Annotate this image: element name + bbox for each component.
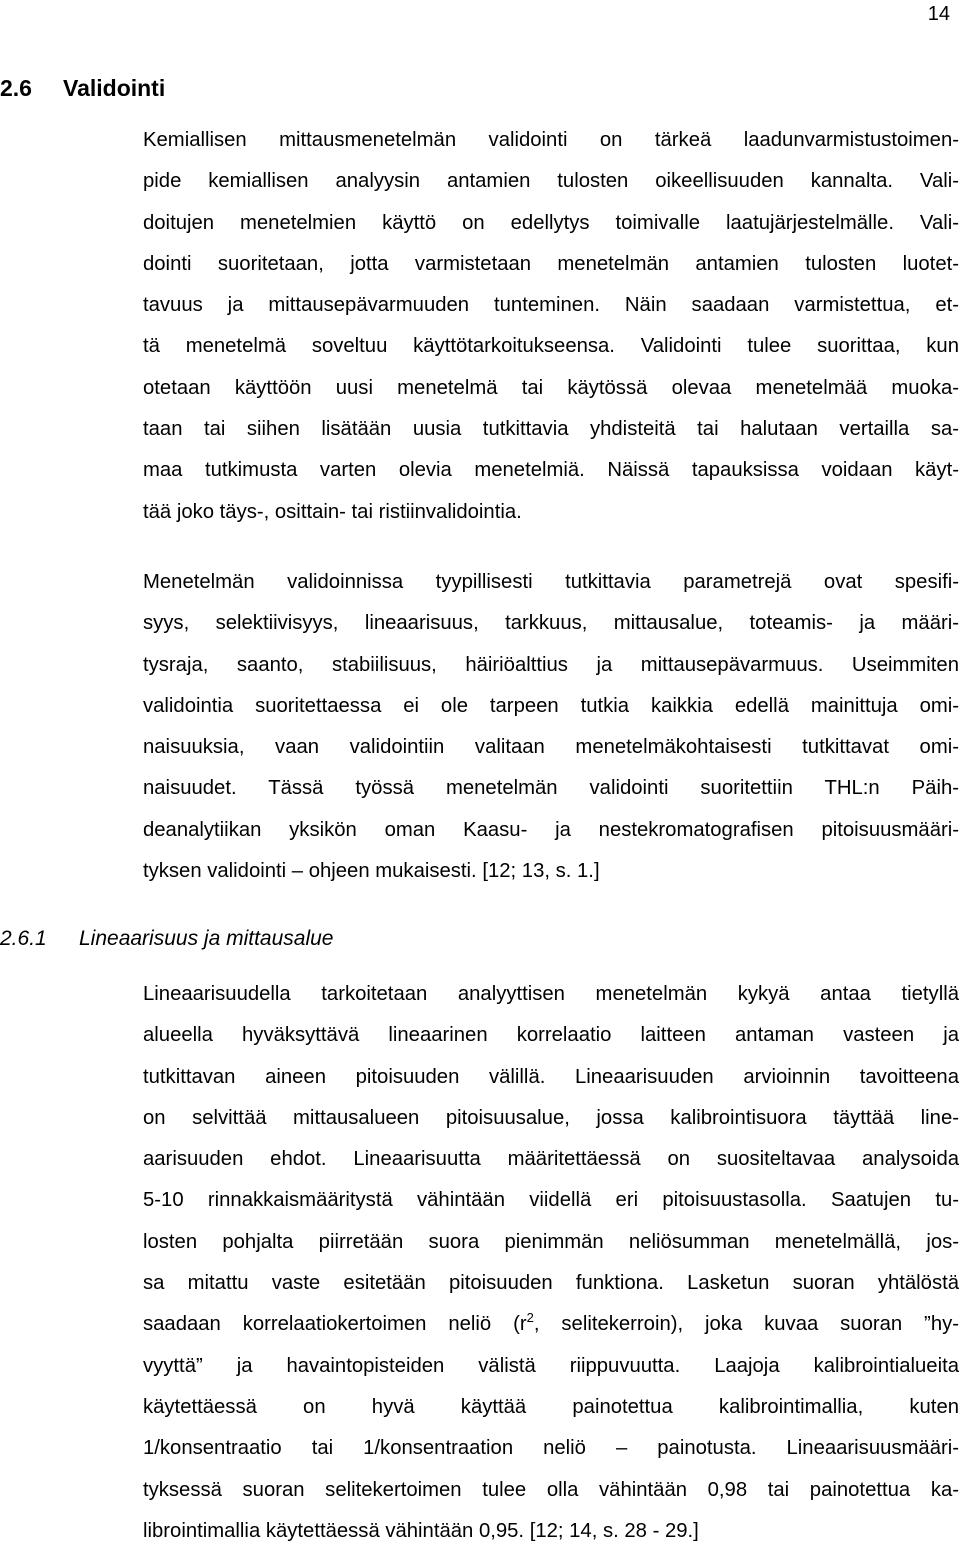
- text-line: deanalytiikan yksikön oman Kaasu- ja nestekromatografisen pitoisuusmääri-: [143, 818, 959, 841]
- text-line: tä menetelmä soveltuu käyttötarkoitukseensa. Validointi tulee suorittaa, kun: [143, 335, 959, 358]
- text-line: naisuuksia, vaan validointiin valitaan menetelmäkohtaisesti tutkittavat omi-: [143, 736, 959, 759]
- subsection-title: Lineaarisuus ja mittausalue: [79, 927, 334, 950]
- text-line: Menetelmän validoinnissa tyypillisesti tutkittavia parametrejä ovat spesifi-: [143, 571, 959, 593]
- text-line: tysraja, saanto, stabiilisuus, häiriöalttius ja mittausepävarmuus. Useimmiten: [143, 653, 959, 676]
- text-line: Lineaarisuudella tarkoitetaan analyyttisen menetelmän kykyä antaa tietyllä: [143, 983, 959, 1005]
- paragraph-validation-intro: [143, 120, 959, 533]
- text-line: taan tai siihen lisätään uusia tutkittavia yhdisteitä tai halutaan vertailla sa-: [143, 418, 959, 441]
- text-line: losten pohjalta piirretään suora pienimmän neliösumman menetelmällä, jos-: [143, 1230, 959, 1253]
- text-line: alueella hyväksyttävä lineaarinen korrelaatio laitteen antaman vasteen ja: [143, 1024, 959, 1047]
- text-line: vyyttä” ja havaintopisteiden välistä riippuvuutta. Laajoja kalibrointialueita: [143, 1354, 959, 1377]
- text-line: on selvittää mittausalueen pitoisuusalue, jossa kalibrointisuora täyttää line-: [143, 1106, 959, 1129]
- text-line: tää joko täys-, osittain- tai ristiinvalidointia.: [143, 500, 522, 523]
- line-text-before-superscript: saadaan korrelaatiokertoimen neliö (r: [143, 1313, 527, 1336]
- text-line: Kemiallisen mittausmenetelmän validointi on tärkeä laadunvarmistustoimen-: [143, 129, 959, 151]
- text-line: validointia suoritettaessa ei ole tarpeen tutkia kaikkia edellä mainittuja omi-: [143, 694, 959, 717]
- subsection-heading: [0, 926, 333, 952]
- section-number: 2.6: [0, 75, 32, 101]
- section-heading: [0, 74, 165, 102]
- text-line: otetaan käyttöön uusi menetelmä tai käytössä olevaa menetelmää muoka-: [143, 376, 959, 399]
- subsection-number: 2.6.1: [0, 927, 47, 950]
- text-line: aarisuuden ehdot. Lineaarisuutta määritettäessä on suositeltavaa analysoida: [143, 1148, 959, 1171]
- text-line: tutkittavan aineen pitoisuuden välillä. Lineaarisuuden arvioinnin tavoitteena: [143, 1065, 959, 1088]
- superscript-two: 2: [526, 1310, 534, 1326]
- text-line: dointi suoritetaan, jotta varmistetaan menetelmän antamien tulosten luotet-: [143, 252, 959, 275]
- paragraph-validation-parameters: [143, 562, 959, 892]
- text-line: 5-10 rinnakkaismääritystä vähintään viidellä eri pitoisuustasolla. Saatujen tu-: [143, 1189, 959, 1212]
- text-line: doitujen menetelmien käyttö on edellytys toimivalle laatujärjestelmälle. Vali-: [143, 211, 959, 234]
- text-line: sa mitattu vaste esitetään pitoisuuden funktiona. Lasketun suoran yhtälöstä: [143, 1272, 959, 1295]
- paragraph-linearity: [143, 974, 959, 1552]
- line-text-after-superscript: , selitekerroin), joka kuvaa suoran ”hy-: [533, 1313, 959, 1336]
- text-line: pide kemiallisen analyysin antamien tulosten oikeellisuuden kannalta. Vali-: [143, 170, 959, 193]
- text-line: maa tutkimusta varten olevia menetelmiä. Näissä tapauksissa voidaan käyt-: [143, 459, 959, 482]
- text-line-with-superscript: [143, 1304, 959, 1345]
- text-line: tyksen validointi – ohjeen mukaisesti. [12; 13, s. 1.]: [143, 860, 600, 883]
- text-line: tyksessä suoran selitekertoimen tulee olla vähintään 0,98 tai painotettua ka-: [143, 1478, 959, 1501]
- text-line: käytettäessä on hyvä käyttää painotettua kalibrointimallia, kuten: [143, 1395, 959, 1418]
- text-line: 1/konsentraatio tai 1/konsentraation neliö – painotusta. Lineaarisuusmääri-: [143, 1437, 959, 1460]
- text-line: tavuus ja mittausepävarmuuden tunteminen. Näin saadaan varmistettua, et-: [143, 294, 959, 317]
- page-number: 14: [927, 3, 950, 25]
- text-line: syys, selektiivisyys, lineaarisuus, tarkkuus, mittausalue, toteamis- ja määri-: [143, 612, 959, 635]
- text-line: librointimallia käytettäessä vähintään 0,95. [12; 14, s. 28 - 29.]: [143, 1519, 699, 1542]
- text-line: naisuudet. Tässä työssä menetelmän validointi suoritettiin THL:n Päih-: [143, 777, 959, 800]
- section-title: Validointi: [63, 75, 166, 101]
